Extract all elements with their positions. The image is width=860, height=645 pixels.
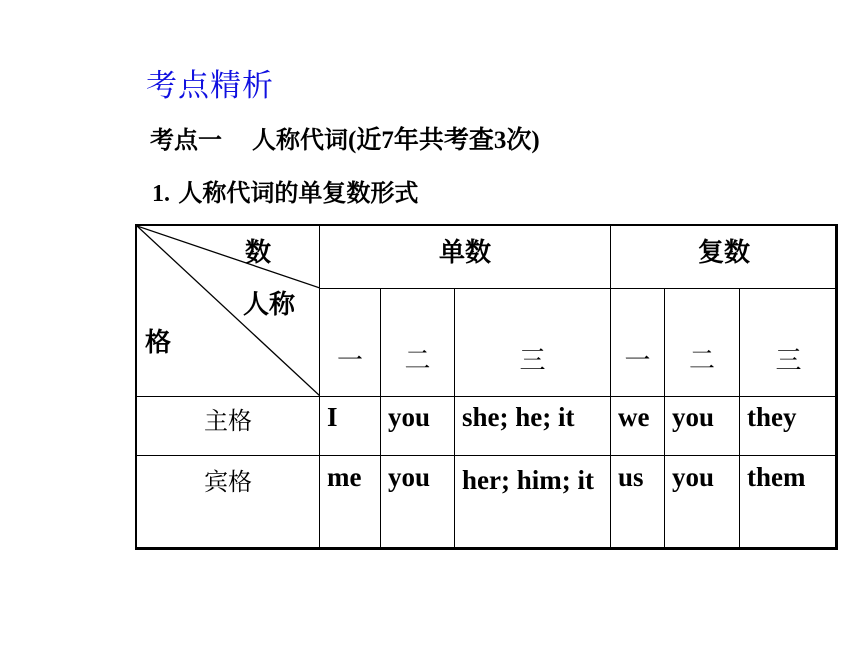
table-cell: you: [672, 402, 715, 432]
exam-point-note: (近7年共考查3次): [348, 127, 540, 154]
table-cell: you: [388, 462, 431, 492]
table-cell: we: [618, 402, 650, 432]
person-third-plural: 三: [775, 346, 802, 376]
section-heading: 考点精析: [146, 68, 274, 104]
table-cell: I: [327, 402, 338, 432]
header-plural: 复数: [697, 238, 750, 268]
exam-point-topic: 人称代词: [252, 126, 348, 154]
corner-number-label: 数: [245, 238, 272, 268]
person-first-singular: 一: [336, 346, 363, 376]
row-object-case: 宾格: [204, 468, 252, 496]
corner-case-label: 格: [145, 328, 172, 358]
subtitle-text: 人称代词的单复数形式: [178, 179, 419, 207]
subtitle: [152, 173, 418, 208]
person-second-singular: 二: [404, 346, 431, 376]
table-cell: us: [618, 462, 644, 492]
subtitle-number: 1.: [152, 181, 170, 207]
table-cell: they: [747, 402, 797, 432]
header-singular: 单数: [438, 238, 491, 268]
table-cell: you: [388, 402, 431, 432]
table-cell: she; he; it: [462, 402, 575, 432]
exam-point-label: 考点一: [150, 126, 222, 154]
corner-person-label: 人称: [243, 290, 296, 320]
row-subject-case: 主格: [204, 407, 252, 435]
table-cell: her; him; it: [462, 465, 594, 495]
table-cell: me: [327, 462, 362, 492]
table-cell: them: [747, 462, 806, 492]
pronoun-table: [135, 224, 838, 550]
person-third-singular: 三: [519, 346, 546, 376]
person-second-plural: 二: [688, 346, 715, 376]
person-first-plural: 一: [624, 346, 651, 376]
table-cell: you: [672, 462, 715, 492]
exam-point-title: [150, 120, 540, 156]
